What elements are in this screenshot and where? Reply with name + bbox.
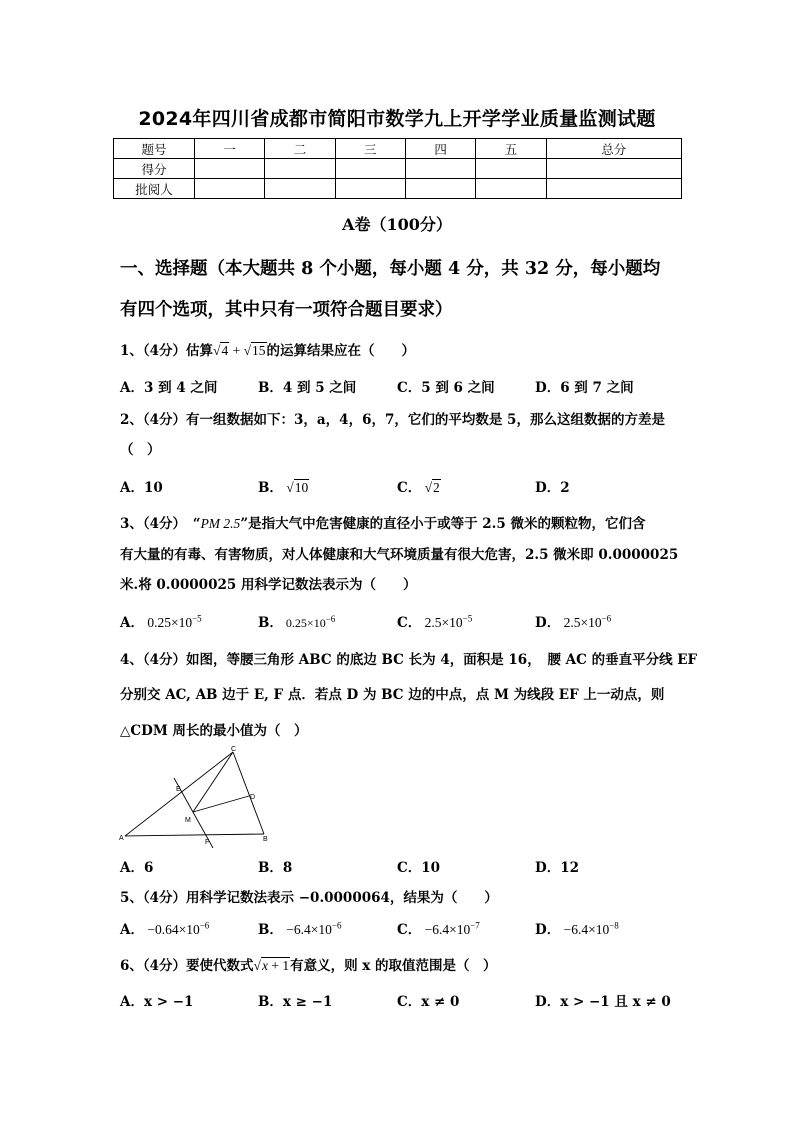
option-b: B．8: [258, 860, 293, 876]
question-4-line3: △CDM 周长的最小值为（ ）: [120, 723, 308, 739]
question-2: 2、（4分）有一组数据如下：3，a，4，6，7，它们的平均数是 5，那么这组数据的方差是: [120, 412, 665, 428]
option-b: B． $-6.4\times 10^{-6}$: [258, 920, 342, 938]
table-cell: 题号: [114, 139, 195, 159]
question-3-line2: 有大量的有毒、有害物质，对人体健康和大气环境质量有很大危害，2.5 微米即 0.0000025: [120, 547, 679, 563]
option-d: D． $2.5\times 10^{-6}$: [535, 613, 612, 631]
triangle-figure: [118, 744, 280, 848]
option-c: C． √2: [397, 480, 440, 496]
label-E: E: [176, 786, 181, 793]
option-d: D．x > −1 且 x ≠ 0: [535, 994, 671, 1010]
question-5: 5、（4分）用科学记数法表示 −0.0000064，结果为（ ）: [120, 890, 498, 906]
option-b: B． $0.25\times 10^{-6}$: [258, 614, 336, 631]
section-heading: 一、选择题（本大题共 8 个小题，每小题 4 分，共 32 分，每小题均: [120, 259, 661, 279]
option-c: C．5 到 6 之间: [397, 380, 495, 396]
option-a: A． $-0.64\times 10^{-6}$: [120, 920, 210, 938]
option-d: D．12: [535, 860, 579, 876]
question-1: 1、（4分）估算√4 + √15的运算结果应在（ ）: [120, 343, 415, 359]
option-b: B．x ≥ −1: [258, 994, 333, 1010]
question-3: 3、（4分） “PM 2.5”是指大气中危害健康的直径小于或等于 2.5 微米的颗粒物，它们含: [120, 516, 646, 532]
option-c: C．10: [397, 860, 441, 876]
table-row: [114, 159, 682, 179]
option-a: A．10: [120, 480, 163, 496]
question-3-line3: 米.将 0.0000025 用科学记数法表示为（ ）: [120, 577, 417, 593]
table-row: [114, 179, 682, 199]
option-b: B．4 到 5 之间: [258, 380, 357, 396]
section-heading: 有四个选项，其中只有一项符合题目要求）: [120, 300, 453, 320]
option-d: D． $-6.4\times 10^{-8}$: [535, 920, 619, 938]
table-cell: 二: [265, 139, 335, 159]
option-c: C． $-6.4\times 10^{-7}$: [397, 920, 480, 938]
page-title: 2024年四川省成都市简阳市数学九上开学学业质量监测试题: [138, 108, 656, 130]
label-M: M: [185, 817, 191, 824]
table-row: [114, 139, 682, 159]
option-a: A．x > −1: [120, 994, 194, 1010]
option-a: A． $0.25\times 10^{-5}$: [120, 613, 202, 631]
table-cell: 批阅人: [114, 179, 195, 199]
label-D: D: [250, 794, 256, 801]
question-4: 4、（4分）如图，等腰三角形 ABC 的底边 BC 长为 4，面积是 16， 腰 AC 的垂直平分线 EF: [120, 652, 698, 668]
table-cell: 总分: [546, 139, 681, 159]
table-cell: 四: [405, 139, 475, 159]
score-table: [113, 138, 682, 199]
label-C: C: [231, 746, 237, 753]
table-cell: 一: [195, 139, 265, 159]
label-F: F: [205, 839, 210, 846]
option-d: D．2: [535, 480, 570, 496]
question-2-line2: （ ）: [120, 442, 161, 458]
option-a: A．3 到 4 之间: [120, 380, 218, 396]
question-4-line2: 分别交 AC, AB 边于 E, F 点．若点 D 为 BC 边的中点，点 M 为线段 EF 上一动点，则: [120, 687, 665, 703]
option-a: A．6: [120, 860, 154, 876]
question-6: 6、（4分）要使代数式√x + 1有意义，则 x 的取值范围是（ ）: [120, 958, 497, 974]
part-a-heading: A卷（100分）: [342, 215, 452, 234]
option-c: C． $2.5\times 10^{-5}$: [397, 613, 473, 631]
option-d: D．6 到 7 之间: [535, 380, 634, 396]
option-b: B． √10: [258, 480, 309, 496]
table-cell: 得分: [114, 159, 195, 179]
label-B: B: [263, 836, 268, 843]
label-A: A: [119, 835, 124, 842]
table-cell: 三: [335, 139, 405, 159]
table-cell: 五: [476, 139, 546, 159]
option-c: C．x ≠ 0: [397, 994, 460, 1010]
